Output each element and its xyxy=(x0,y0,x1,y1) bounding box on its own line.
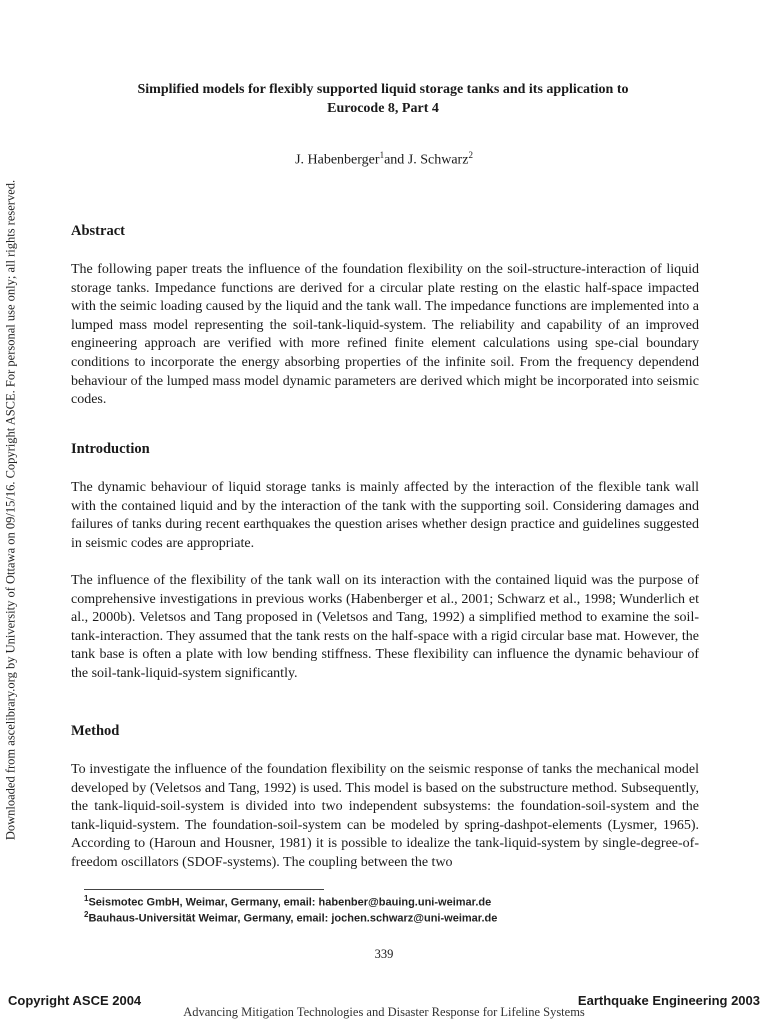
paper-title xyxy=(60,80,706,118)
download-notice xyxy=(0,150,22,870)
footnote-1-text: Seismotec GmbH, Weimar, Germany, email: habenber@bauing.uni-weimar.de xyxy=(88,896,492,909)
footnote-2-text: Bauhaus-Universität Weimar, Germany, email: jochen.schwarz@uni-weimar.de xyxy=(88,912,498,925)
footnote-2 xyxy=(84,910,497,925)
footnote-1 xyxy=(84,894,491,909)
footer-conference: Earthquake Engineering 2003 xyxy=(577,993,760,1008)
author-conj: and J. Schwarz xyxy=(384,152,469,168)
introduction-para-1: The dynamic behaviour of liquid storage tanks is mainly affected by the interaction of the flexible tank wall with the contained liquid and by the interaction of the tank with the supporting soil. Considering damages and failures of tanks during recent earthquakes the question arises whether design practice and guidelines suggested in seismic codes are appropriate. xyxy=(71,480,699,551)
author-line xyxy=(70,150,698,169)
abstract-text: The following paper treats the influence of the foundation flexibility on the soil-structure-interaction of liquid storage tanks. Impedance functions are derived for a circular plate resting on the elastic half-space impacted with the seimic loading caused by the liquid and the tank wall. The impedance functions are implemented into a lumped mass model representing the soil-tank-liquid-system. The reliability and capability of an improved engineering approach are verified with more refined finite element calculations using spe-cial boundary conditions to incorporate the energy absorbing properties of the infinite soil. From the frequency dependend behaviour of the lumped mass model dynamic parameters are derived which might be incorporated into seismic codes. xyxy=(71,262,699,408)
method-text: To investigate the influence of the foundation flexibility on the seismic response of tanks the mechanical model developed by (Veletsos and Tang, 1992) is used. This model is based on the substructure method. Subsequently, the tank-liquid-soil-system is divided into two independent subsystems: the foundation-soil-system and the tank-liquid-system. The foundation-soil-system can be modeled by spring-dashpot-elements (Lysmer, 1965). According to (Haroun and Housner, 1981) it is possible to idealize the tank-liquid-system by single-degree-of-freedom oscillators (SDOF-systems). The coupling between the two xyxy=(71,762,699,870)
author-2-affil: 2 xyxy=(468,150,473,160)
title-line-2: Eurocode 8, Part 4 xyxy=(327,101,439,116)
author-1-affil: 1 xyxy=(379,150,385,160)
author-1: J. Habenberger xyxy=(295,152,380,168)
footnote-rule xyxy=(84,889,324,890)
method-heading: Method xyxy=(71,723,120,739)
abstract-heading: Abstract xyxy=(71,223,125,239)
introduction-heading: Introduction xyxy=(71,441,150,457)
page-number: 339 xyxy=(374,947,394,961)
footer-copyright: Copyright ASCE 2004 xyxy=(8,993,142,1008)
download-notice-text: Downloaded from ascelibrary.org by University of Ottawa on 09/15/16. Copyright ASCE. For personal use only; all rights reserved. xyxy=(3,179,18,841)
footnote-2-mark: 2 xyxy=(84,910,89,919)
title-line-1: Simplified models for flexibly supported liquid storage tanks and its application to xyxy=(137,82,629,97)
introduction-para-2: The influence of the flexibility of the tank wall on its interaction with the contained liquid was the purpose of comprehensive investigations in previous works (Habenberger et al., 2001; Schwarz et al., 1998; Wunderlich et al., 2000b). Veletsos and Tang proposed in (Veletsos and Tang, 1992) a simplified method to examine the soil-tank-interaction. They assumed that the tank rests on the half-space with a rigid circular base mat. However, the tank base is often a plate with low bending stiffness. These flexibility can influence the dynamic behaviour of the soil-tank-liquid-system significantly. xyxy=(71,573,699,681)
footer-proceedings-title: Advancing Mitigation Technologies and Disaster Response for Lifeline Systems xyxy=(183,1005,585,1019)
footnote-1-mark: 1 xyxy=(84,894,89,903)
